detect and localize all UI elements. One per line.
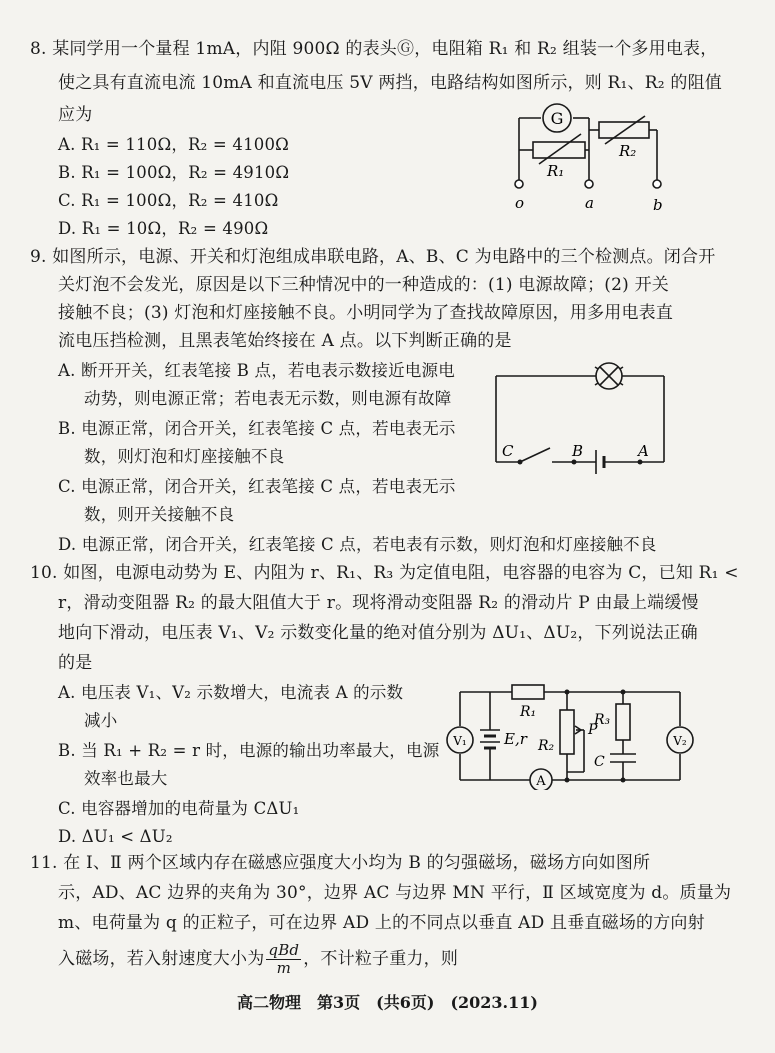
q8-terminal-a: a <box>585 194 594 212</box>
q8-galvanometer-label: G <box>550 109 564 128</box>
q10-r2-label: R₂ <box>538 738 555 754</box>
q10-voltmeter-v2: V₂ <box>673 734 687 748</box>
q8-option-c: C. R₁ = 100Ω，R₂ = 410Ω <box>58 191 279 210</box>
q9-circuit-diagram <box>488 362 668 474</box>
q9-point-b: B <box>572 442 584 460</box>
q9-option-a-line-2: 动势，则电源正常；若电表无示数，则电源有故障 <box>84 389 452 408</box>
q9-line-2: 关灯泡不会发光，原因是以下三种情况中的一种造成的：(1) 电源故障；(2) 开关 <box>58 275 669 295</box>
q10-option-a-line-1: A. 电压表 V₁、V₂ 示数增大，电流表 A 的示数 <box>58 683 404 702</box>
q8-line-3: 应为 <box>58 105 93 125</box>
q9-option-a-line-1: A. 断开开关，红表笔接 B 点，若电表示数接近电源电 <box>58 361 455 380</box>
q10-line-3: 地向下滑动，电压表 V₁、V₂ 示数变化量的绝对值分别为 ΔU₁、ΔU₂，下列说法正确 <box>58 623 698 643</box>
q8-r1-label: R₁ <box>547 162 565 180</box>
q10-circuit-diagram <box>444 680 694 790</box>
q11-line-1: 11. 在 Ⅰ、Ⅱ 两个区域内存在磁感应强度大小均为 B 的匀强磁场，磁场方向如图所 <box>30 853 651 873</box>
q9-line-1: 9. 如图所示，电源、开关和灯泡组成串联电路，A、B、C 为电路中的三个检测点。闭合开 <box>30 247 716 267</box>
q8-r2-label: R₂ <box>619 142 637 160</box>
q9-point-c: C <box>502 442 514 460</box>
q8-option-b: B. R₁ = 100Ω，R₂ = 4910Ω <box>58 163 290 182</box>
q10-line-1: 10. 如图，电源电动势为 E、内阻为 r、R₁、R₃ 为定值电阻，电容器的电容为 C，已知 R₁ < <box>30 563 739 583</box>
q8-terminal-o: o <box>515 194 525 212</box>
q8-circuit-diagram <box>505 98 685 216</box>
q9-line-4: 流电压挡检测，且黑表笔始终接在 A 点。以下判断正确的是 <box>58 331 512 351</box>
q10-option-a-line-2: 减小 <box>84 711 118 730</box>
q9-point-a: A <box>638 442 649 460</box>
q11-line-4 <box>58 940 458 978</box>
q11-fraction-denominator: m <box>276 959 292 977</box>
q10-option-d: D. ΔU₁ < ΔU₂ <box>58 827 173 846</box>
q11-fraction-numerator: qBd <box>268 941 300 959</box>
q11-line-4-start: 入磁场，若入射速度大小为 <box>58 949 265 969</box>
q10-voltmeter-v1: V₁ <box>453 734 467 748</box>
q9-line-3: 接触不良；(3) 灯泡和灯座接触不良。小明同学为了查找故障原因，用多用电表直 <box>58 303 674 323</box>
q10-r3-label: R₃ <box>594 712 611 728</box>
q10-r1-label: R₁ <box>520 704 537 720</box>
q8-line-1: 8. 某同学用一个量程 1mA，内阻 900Ω 的表头Ⓖ，电阻箱 R₁ 和 R₂ 组装一个多用电表， <box>30 39 718 59</box>
q10-option-b-line-1: B. 当 R₁ + R₂ = r 时，电源的输出功率最大，电源 <box>58 741 440 760</box>
q9-option-b-line-2: 数，则灯泡和灯座接触不良 <box>84 447 285 466</box>
q11-line-4-end: ，不计粒子重力，则 <box>303 949 459 969</box>
q9-option-b-line-1: B. 电源正常，闭合开关，红表笔接 C 点，若电表无示 <box>58 419 456 438</box>
q8-option-d: D. R₁ = 10Ω，R₂ = 490Ω <box>58 219 269 238</box>
q9-option-c-line-1: C. 电源正常，闭合开关，红表笔接 C 点，若电表无示 <box>58 477 456 496</box>
q10-line-4: 的是 <box>58 653 93 673</box>
q11-line-3: m、电荷量为 q 的正粒子，可在边界 AD 上的不同点以垂直 AD 且垂直磁场的方向射 <box>58 913 705 933</box>
q10-slider-p-label: P <box>588 722 598 738</box>
q11-line-2: 示，AD、AC 边界的夹角为 30°，边界 AC 与边界 MN 平行，Ⅱ 区域宽度为 d。质量为 <box>58 883 732 903</box>
q8-line-2: 使之具有直流电流 10mA 和直流电压 5V 两挡，电路结构如图所示，则 R₁、R₂ 的阻值 <box>58 73 722 93</box>
q10-capacitor-label: C <box>594 754 605 770</box>
q10-ammeter-a: A <box>536 774 546 789</box>
q8-terminal-b: b <box>653 196 663 214</box>
q9-option-c-line-2: 数，则开关接触不良 <box>84 505 235 524</box>
q8-option-a: A. R₁ = 110Ω，R₂ = 4100Ω <box>58 135 290 154</box>
q10-source-label: E,r <box>504 730 527 748</box>
q10-option-b-line-2: 效率也最大 <box>84 769 168 788</box>
q10-line-2: r，滑动变阻器 R₂ 的最大阻值大于 r。现将滑动变阻器 R₂ 的滑动片 P 由最上端缓慢 <box>58 593 699 613</box>
q9-option-d: D. 电源正常，闭合开关，红表笔接 C 点，若电表有示数，则灯泡和灯座接触不良 <box>58 535 657 554</box>
q10-option-c: C. 电容器增加的电荷量为 CΔU₁ <box>58 799 300 818</box>
page-footer: 高二物理 第3页 (共6页) (2023.11) <box>237 993 538 1012</box>
q11-velocity-fraction <box>266 942 301 977</box>
